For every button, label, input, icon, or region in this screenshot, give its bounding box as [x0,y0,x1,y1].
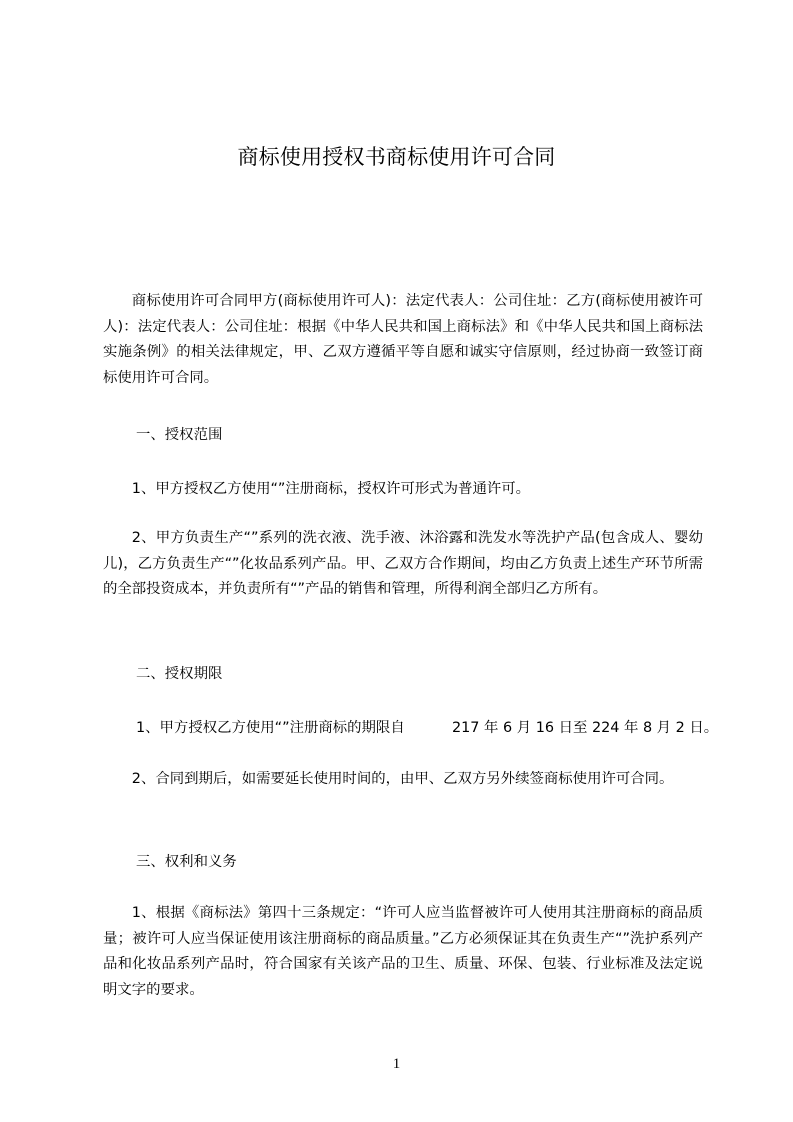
clause-scope-1: 1、甲方授权乙方使用“”注册商标，授权许可形式为普通许可。 [131,481,531,497]
section-heading-term: 二、授权期限 [136,666,223,682]
document-title: 商标使用授权书商标使用许可合同 [237,145,556,169]
clause-scope-2: 2、甲方负责生产“”系列的洗衣液、洗手液、沐浴露和洗发水等洗护产品(包含成人、婴幼儿)，乙方负责生产“”化妆品系列产品。甲、乙双方合作期间，均由乙方负责上述生产环节所需的全部投资成本，并负责所有“”产品的销售和管理，所得利润全部归乙方所有。 [103,530,703,598]
clause-rights-1: 1、根据《商标法》第四十三条规定：“许可人应当监督被许可人使用其注册商标的商品质量；被许可人应当保证使用该注册商标的商品质量。”乙方必须保证其在负责生产“”洗护系列产品和化妆品系列产品时，符合国家有关该产品的卫生、质量、环保、包装、行业标准及法定说明文字的要求。 [103,905,703,999]
clause-term-1-start: 1、甲方授权乙方使用“”注册商标的期限自 [136,720,405,736]
section-heading-rights: 三、权利和义务 [136,854,237,870]
clause-term-1-dates: 217 年 6 月 16 日至 224 年 8 月 2 日。 [452,720,719,736]
clause-term-2: 2、合同到期后，如需要延长使用时间的，由甲、乙双方另外续签商标使用许可合同。 [131,771,674,787]
page-number: 1 [392,1056,401,1072]
intro-paragraph: 商标使用许可合同甲方(商标使用许可人)：法定代表人：公司住址：乙方(商标使用被许可人)：法定代表人：公司住址：根据《中华人民共和国上商标法》和《中华人民共和国上商标法实施条例》的相关法律规定，甲、乙双方遵循平等自愿和诚实守信原则，经过协商一致签订商标使用许可合同。 [103,293,703,387]
section-heading-scope: 一、授权范围 [136,427,223,443]
